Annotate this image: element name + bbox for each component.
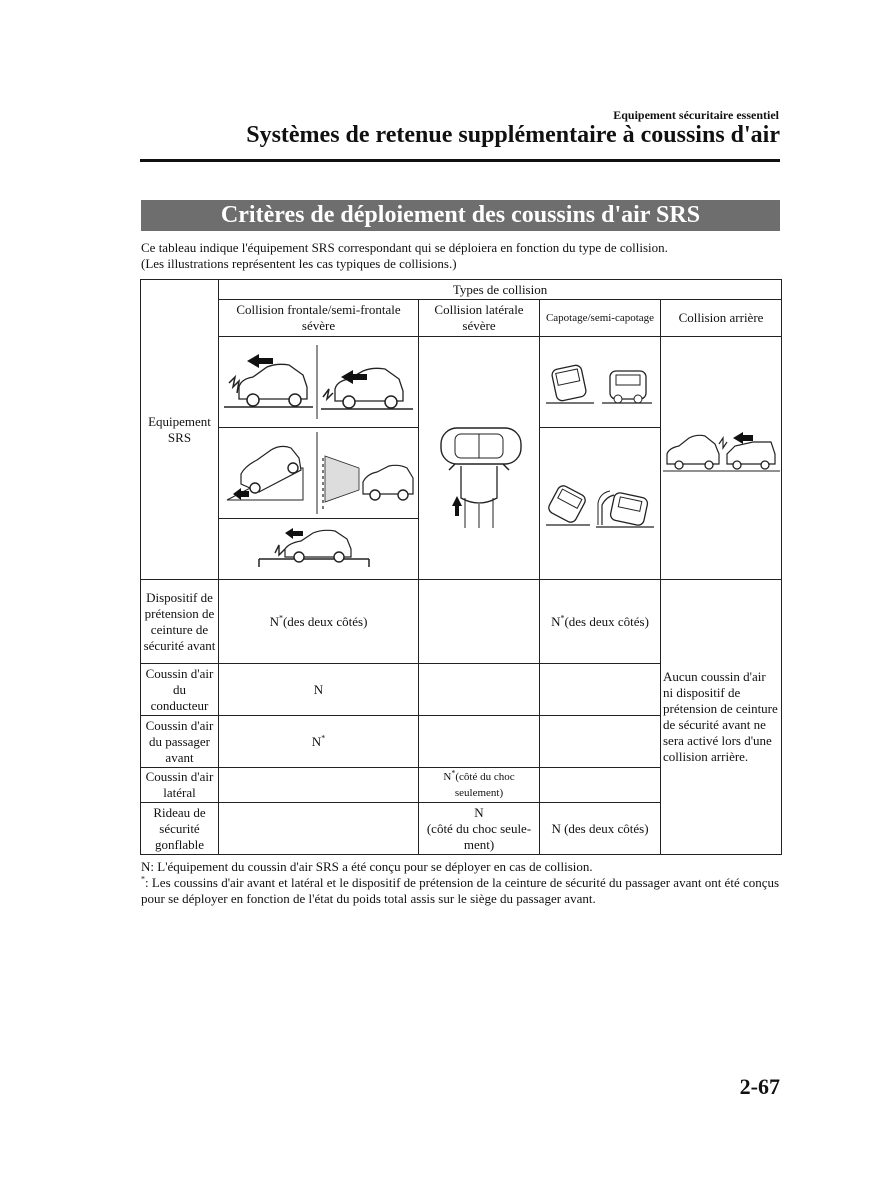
illus-rollover-2 (540, 428, 661, 580)
col-header-rollover: Capotage/semi-capotage (540, 300, 661, 337)
cell-driver-frontal: N (219, 664, 419, 716)
cell-curtain-frontal (219, 803, 419, 855)
section-title: Critères de déploiement des coussins d'air SRS (141, 200, 780, 231)
row-label-seatbelt: Dispositif de prétension de ceinture de sécurité avant (141, 580, 219, 664)
footnotes (141, 859, 781, 907)
rear-note: Aucun coussin d'air ni dispositif de prétension de ceinture de sécurité avant ne sera activé lors d'une collision arrière. (661, 580, 782, 855)
cell-passenger-frontal: N* (219, 716, 419, 768)
car-frontal-icon (224, 354, 313, 407)
cell-seatbelt-frontal: N*(des deux côtés) (219, 580, 419, 664)
cell-side-lateral: N*(côté du choc seulement) (419, 768, 540, 803)
car-rollover-icon (546, 364, 652, 403)
col-header-frontal: Collision frontale/semi-frontale sévère (219, 300, 419, 337)
row-label-curtain: Rideau de sécurité gonflable (141, 803, 219, 855)
illus-rear (661, 337, 782, 580)
page-title: Systèmes de retenue supplémentaire à coussins d'air (246, 122, 780, 148)
car-underride-icon (259, 528, 369, 567)
intro-line-1: Ce tableau indique l'équipement SRS correspondant qui se déploiera en fonction du type de collision. (141, 240, 668, 255)
illus-frontal-3 (219, 519, 419, 580)
intro-line-2: (Les illustrations représentent les cas typiques de collisions.) (141, 256, 457, 271)
cell-passenger-lateral (419, 716, 540, 768)
footnote-star: *: Les coussins d'air avant et latéral et le dispositif de prétension de la ceinture de sécurité du passager avant ont été conçus pour se déployer en fonction de l'état du poids total assis sur le siège du passager avant. (141, 874, 780, 906)
intro-text (141, 240, 781, 272)
row-label-passenger-airbag: Coussin d'air du passager avant (141, 716, 219, 768)
cell-seatbelt-lateral (419, 580, 540, 664)
row-label-driver-airbag: Coussin d'air du conducteur (141, 664, 219, 716)
illus-frontal-2 (219, 428, 419, 519)
col-header-rear: Collision arrière (661, 300, 782, 337)
col-header-lateral: Collision latérale sévère (419, 300, 540, 337)
section-label: Equipement sécuritaire essentiel (613, 108, 779, 122)
types-header: Types de collision (219, 280, 782, 300)
row-header-equipment: Equipement SRS (141, 280, 219, 580)
car-rear-impact-icon (663, 432, 780, 471)
page-number: 2-67 (739, 1074, 780, 1099)
illus-frontal-1 (219, 337, 419, 428)
footnote-n: N: L'équipement du coussin d'air SRS a été conçu pour se déployer en cas de collision. (141, 859, 593, 874)
car-angled-collision-icon (323, 456, 413, 512)
cell-passenger-rollover (540, 716, 661, 768)
car-side-impact-icon (441, 428, 521, 528)
cell-seatbelt-rollover: N*(des deux côtés) (540, 580, 661, 664)
row-label-side-airbag: Coussin d'air latéral (141, 768, 219, 803)
illus-rollover-1 (540, 337, 661, 428)
cell-curtain-rollover: N (des deux côtés) (540, 803, 661, 855)
cell-side-frontal (219, 768, 419, 803)
car-offset-collision-icon (227, 446, 303, 500)
illus-lateral (419, 337, 540, 580)
cell-driver-rollover (540, 664, 661, 716)
car-semi-rollover-icon (546, 483, 654, 526)
cell-side-rollover (540, 768, 661, 803)
car-semi-frontal-icon (321, 368, 413, 409)
cell-curtain-lateral: N (côté du choc seule-ment) (419, 803, 540, 855)
cell-driver-lateral (419, 664, 540, 716)
srs-deployment-table (140, 279, 782, 855)
header-divider (140, 159, 780, 162)
